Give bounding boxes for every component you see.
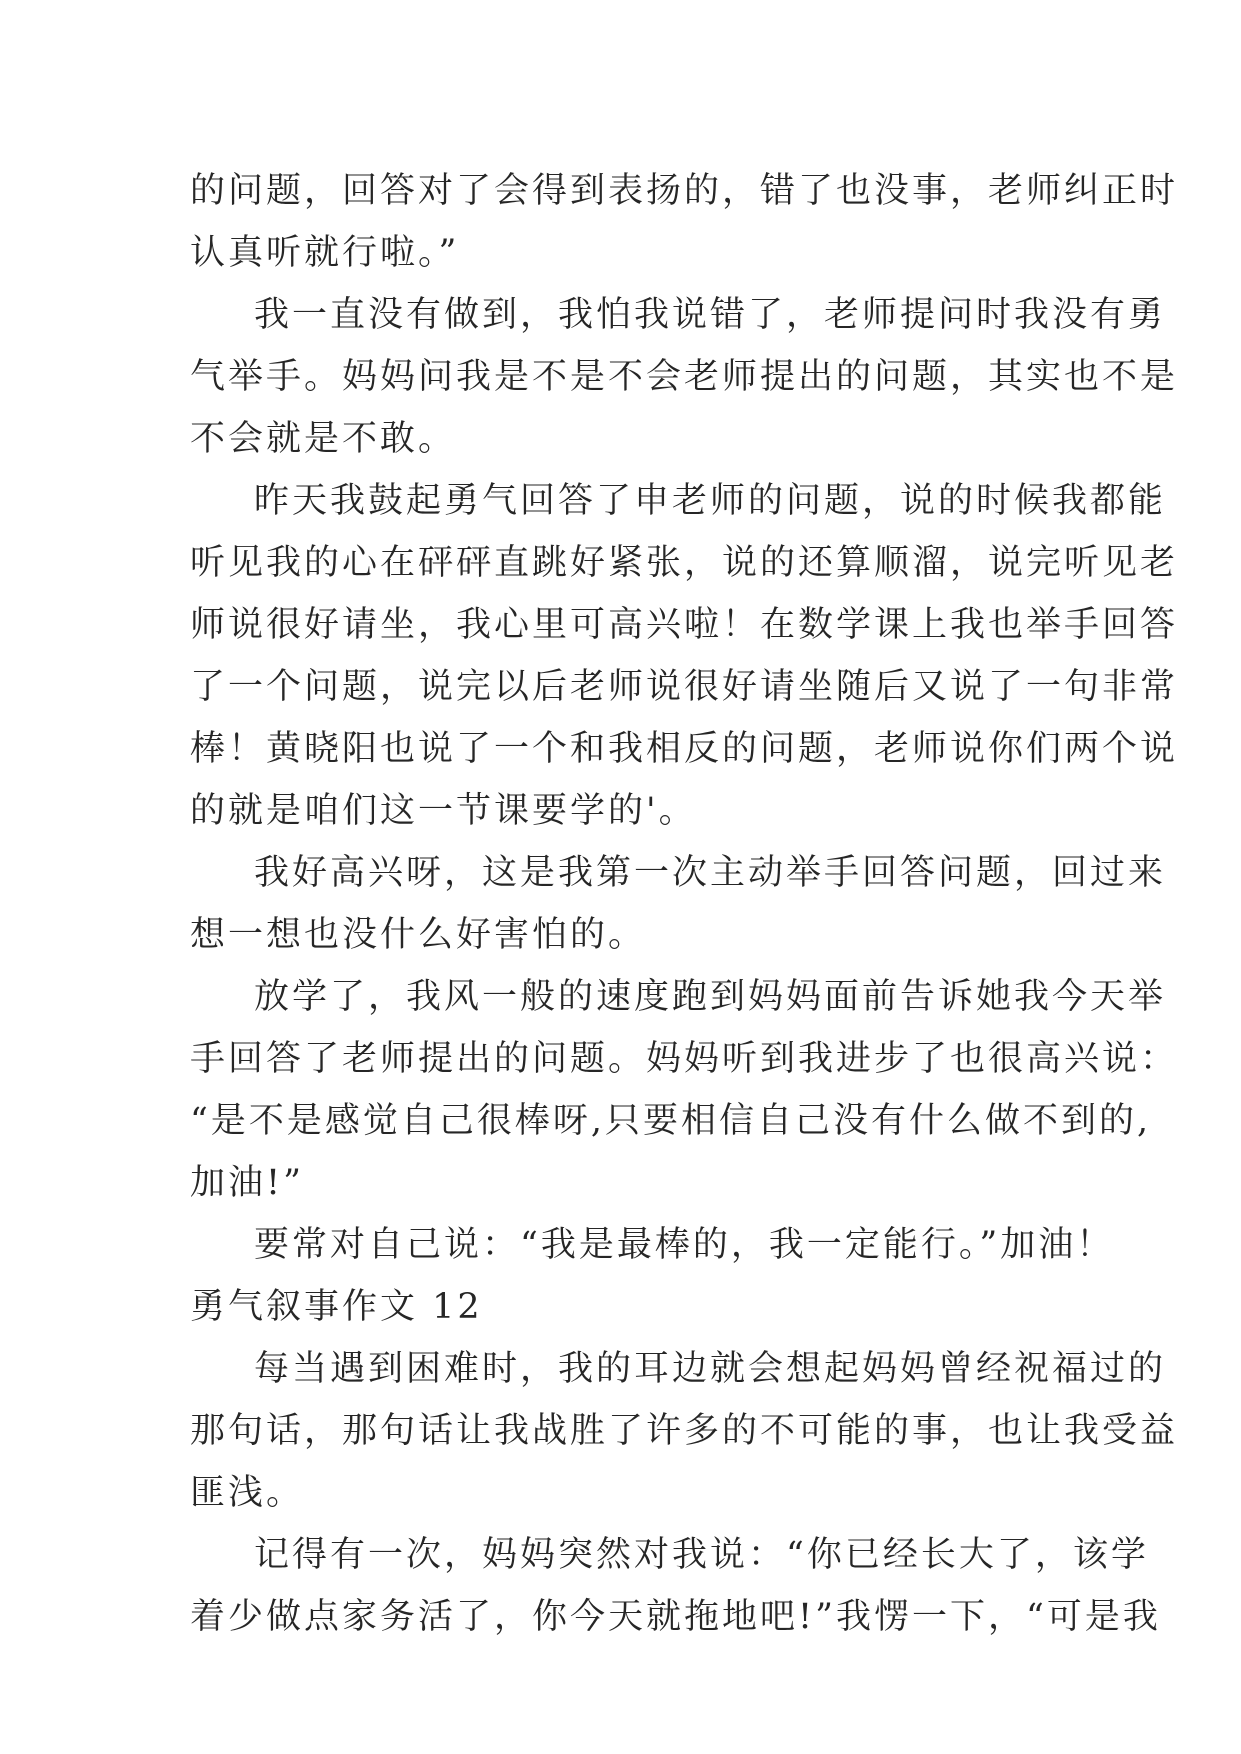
text-line: 气举手。妈妈问我是不是不会老师提出的问题，其实也不是 [190, 357, 1179, 397]
text-line: 加油!” [190, 1163, 304, 1203]
text-line: 了一个问题，说完以后老师说很好请坐随后又说了一句非常 [190, 667, 1179, 707]
text-line: 我好高兴呀，这是我第一次主动举手回答问题，回过来 [254, 853, 1167, 893]
text-line: 着少做点家务活了，你今天就拖地吧!”我愣一下，“可是我 [190, 1597, 1161, 1637]
text-line: 我一直没有做到，我怕我说错了，老师提问时我没有勇 [254, 295, 1167, 335]
text-line: 棒！黄晓阳也说了一个和我相反的问题，老师说你们两个说 [190, 729, 1179, 769]
text-line: 放学了，我风一般的速度跑到妈妈面前告诉她我今天举 [254, 977, 1167, 1017]
text-line: 记得有一次，妈妈突然对我说：“你已经长大了，该学 [254, 1535, 1149, 1575]
section-heading: 勇气叙事作文 12 [190, 1287, 483, 1327]
text-line: 手回答了老师提出的问题。妈妈听到我进步了也很高兴说： [190, 1039, 1179, 1079]
text-line: 的就是咱们这一节课要学的'。 [190, 791, 697, 831]
text-line: 每当遇到困难时，我的耳边就会想起妈妈曾经祝福过的 [254, 1349, 1167, 1389]
text-line: 的问题，回答对了会得到表扬的，错了也没事，老师纠正时 [190, 171, 1179, 211]
text-line: 要常对自己说：“我是最棒的，我一定能行。”加油！ [254, 1225, 1115, 1265]
text-line: 听见我的心在砰砰直跳好紧张，说的还算顺溜，说完听见老 [190, 543, 1179, 583]
text-line: 昨天我鼓起勇气回答了申老师的问题，说的时候我都能 [254, 481, 1167, 521]
text-line: 匪浅。 [190, 1473, 305, 1513]
text-line: 认真听就行啦。” [190, 233, 460, 273]
text-line: 师说很好请坐，我心里可高兴啦！在数学课上我也举手回答 [190, 605, 1179, 645]
essay-text [190, 160, 1179, 1648]
text-line: “是不是感觉自己很棒呀,只要相信自己没有什么做不到的, [190, 1101, 1152, 1141]
text-line: 想一想也没什么好害怕的。 [190, 915, 647, 955]
text-line: 那句话，那句话让我战胜了许多的不可能的事，也让我受益 [190, 1411, 1179, 1451]
text-line: 不会就是不敢。 [190, 419, 457, 459]
